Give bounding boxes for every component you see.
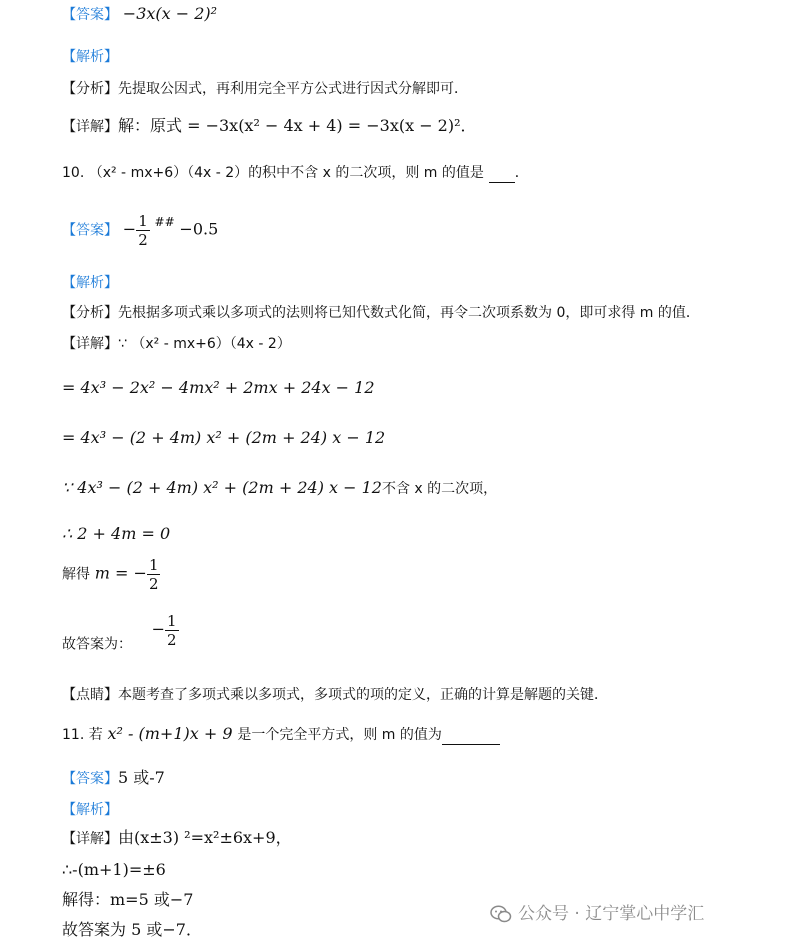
q9-detail-line <box>62 116 477 137</box>
q11-detail-line <box>62 828 292 849</box>
q9-fenxi-line <box>62 78 468 99</box>
detail-text: 解：原式 = −3x(x² − 4x + 4) = −3x(x − 2)²． <box>118 116 477 135</box>
analysis-tag: 【解析】 <box>62 275 118 291</box>
analysis-tag: 【解析】 <box>62 49 118 65</box>
q11-question <box>62 724 500 745</box>
step-text: 不含 x 的二次项， <box>381 481 498 497</box>
question-expression: x² - (m+1)x + 9 <box>107 724 233 743</box>
answer-neg-sign: − <box>122 219 137 239</box>
question-end: ． <box>514 165 529 181</box>
q9-analysis-heading <box>62 46 118 67</box>
solve-fraction <box>147 556 161 593</box>
fraction-numerator: 1 <box>166 612 177 630</box>
watermark <box>490 899 704 924</box>
final-label: 故答案为： <box>62 636 132 653</box>
fenxi-text: 先根据多项式乘以多项式的法则将已知代数式化简，再令二次项系数为 0，即可求得 m 的值． <box>118 305 700 321</box>
q10-step-3 <box>62 478 497 499</box>
fraction-denominator: 2 <box>138 231 148 249</box>
question-text: 是一个完全平方式，则 m 的值为 <box>237 727 442 743</box>
q11-step-1 <box>62 860 166 880</box>
detail-text: 由(x±3) ²=x²±6x+9， <box>118 828 292 847</box>
q10-analysis-heading <box>62 272 118 293</box>
detail-tag: 【详解】 <box>62 119 118 135</box>
step-expression: ∴ 2 + 4m = 0 <box>62 524 171 543</box>
dianjing-text: 本题考查了多项式乘以多项式，多项式的项的定义，正确的计算是解题的关键． <box>118 687 608 703</box>
q10-fenxi-line <box>62 302 700 323</box>
solve-variable: m = − <box>94 563 147 583</box>
answer-separator: ## <box>154 215 175 229</box>
fraction-numerator: 1 <box>138 212 148 230</box>
detail-tag: 【详解】 <box>62 336 118 352</box>
analysis-tag: 【解析】 <box>62 802 118 818</box>
q11-final-line <box>62 920 202 940</box>
fraction-denominator: 2 <box>166 631 177 649</box>
watermark-text: 公众号 · 辽宁掌心中学汇 <box>518 904 705 924</box>
q10-question <box>62 162 529 183</box>
q10-dianjing-line <box>62 684 608 705</box>
q10-solve-line <box>62 556 160 593</box>
answer-tag: 【答案】 <box>62 771 118 787</box>
q9-answer-line <box>62 4 217 25</box>
fraction-numerator: 1 <box>148 556 159 574</box>
detail-tag: 【详解】 <box>62 831 118 847</box>
q10-step-2 <box>62 428 385 448</box>
step-expression: = 4x³ − (2 + 4m) x² + (2m + 24) x − 12 <box>62 428 386 447</box>
q10-detail-line <box>62 333 291 354</box>
wechat-icon <box>490 905 512 923</box>
fenxi-tag: 【分析】 <box>62 305 118 321</box>
final-neg-sign: − <box>151 619 165 639</box>
step-expression: ∵ 4x³ − (2 + 4m) x² + (2m + 24) x − 12 <box>62 478 382 497</box>
answer-blank <box>442 728 500 745</box>
step-expression: = 4x³ − 2x² − 4mx² + 2mx + 24x − 12 <box>62 378 375 397</box>
q10-final-line <box>62 612 179 655</box>
answer-expression: −3x(x − 2)² <box>122 4 218 23</box>
dianjing-tag: 【点睛】 <box>62 687 118 703</box>
solve-label: 解得 <box>62 566 90 583</box>
answer-blank <box>489 166 515 183</box>
q11-answer-line <box>62 768 165 789</box>
final-fraction <box>165 612 179 649</box>
question-number: 11. 若 <box>62 727 103 743</box>
q10-step-1 <box>62 378 375 398</box>
q10-answer-line <box>62 212 218 249</box>
step-expression: 解得：m=5 或−7 <box>62 890 194 909</box>
detail-text: ∵ （x² - mx+6）（4x - 2） <box>118 336 291 352</box>
step-expression: ∴-(m+1)=±6 <box>62 860 166 879</box>
answer-alternative: −0.5 <box>179 219 219 239</box>
answer-fraction <box>136 212 150 249</box>
answer-tag: 【答案】 <box>62 222 118 239</box>
q11-analysis-heading <box>62 799 118 820</box>
answer-text: 5 或-7 <box>118 768 165 787</box>
q11-step-2 <box>62 890 193 910</box>
q10-step-4 <box>62 524 170 544</box>
fenxi-text: 先提取公因式，再利用完全平方公式进行因式分解即可． <box>118 81 468 97</box>
fraction-denominator: 2 <box>148 575 159 593</box>
question-text: 10. （x² - mx+6）（4x - 2）的积中不含 x 的二次项，则 m 的值是 <box>62 165 484 181</box>
answer-tag: 【答案】 <box>62 7 118 23</box>
final-text: 故答案为 5 或−7． <box>62 920 202 939</box>
fenxi-tag: 【分析】 <box>62 81 118 97</box>
